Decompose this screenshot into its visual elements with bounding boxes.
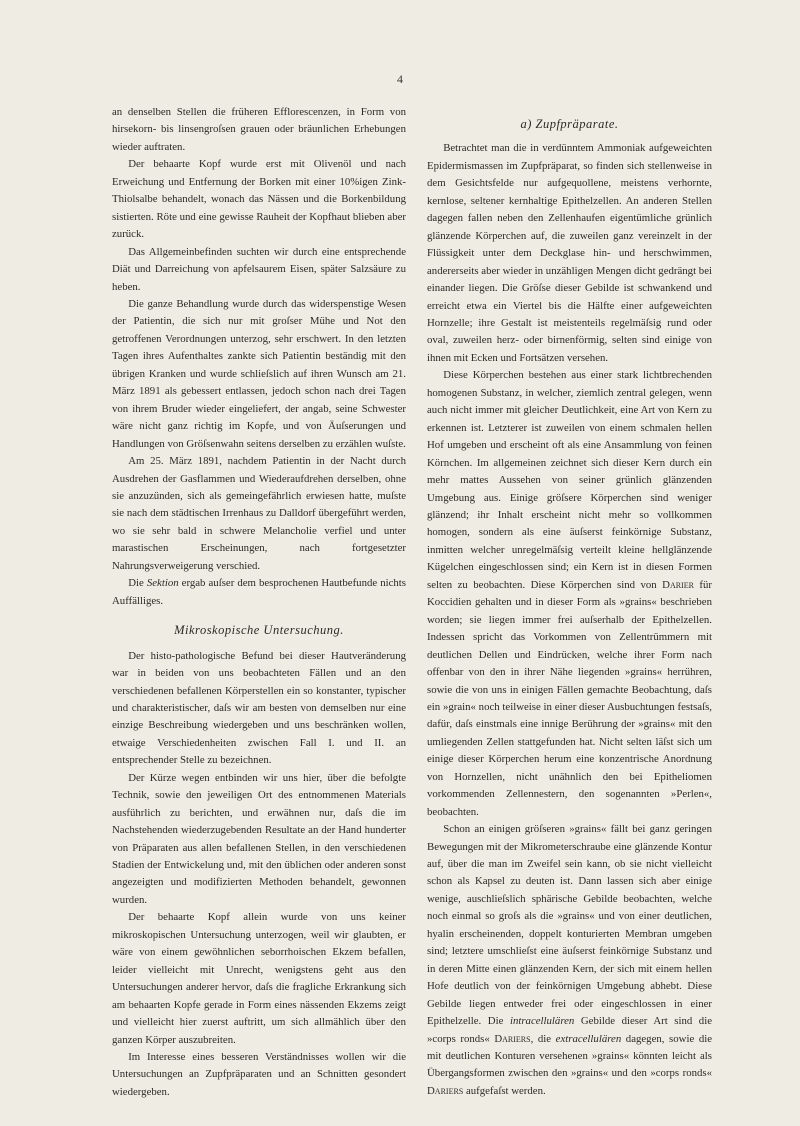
page-number: 4 [397,72,403,86]
emphasis: Sektion [146,577,179,590]
paragraph [112,575,406,610]
left-column [112,104,406,1101]
text-run: Gebilde dieser Art sind die »corps ronds« [427,1015,712,1045]
right-column [427,116,712,1100]
paragraph: Der Kürze wegen entbinden wir uns hier, über die befolgte Technik, sowie den jeweiligen Ort des entnommenen Materials ausführlich zu berichten, und erwähnen nur, daſs die im Nachstehenden wiederzugebenden Resultate an der Hand hunderter von Präparaten aus allen befallenen Stellen, in den verschiedenen Stadien der Entwickelung und, mit den üblichen oder anderen sonst angezeigten und modifizierten Methoden behandelt, gewonnen wurden. [112,771,406,906]
paragraph: Der histo-pathologische Befund bei dieser Hautveränderung war in beiden von uns beobachteten Fällen und an den verschiedenen befallenen Körperstellen ein so konstanter, typischer und charakteristischer, daſs wir am besten von demselben nur eine einzige Beschreibung wiedergeben und uns beschränken wollen, etwaige Verschiedenheiten zwischen Fall I. und II. an entsprechender Stelle zu bezeichnen. [112,649,406,767]
author-name: Darier [662,578,694,591]
subsection-heading: a) Zupfpräparate. [520,117,619,131]
paragraph [427,821,712,1100]
author-name: Dariers [427,1084,464,1097]
emphasis: extracellulären [555,1032,622,1045]
text-run: , die [530,1032,556,1045]
paragraph: Im Interesse eines besseren Verständnisses wollen wir die Untersuchungen an Zupfpräparaten und an Schnitten gesondert wiedergeben. [112,1051,406,1098]
text-run: Die [128,577,147,590]
paragraph: Der behaarte Kopf allein wurde von uns keiner mikroskopischen Untersuchung unterzogen, weil wir glaubten, er wäre von einem gewöhnlichen seborrhoischen Ekzem befallen, leider vielleicht mit Unrecht, wenigstens geht aus den Untersuchungen anderer hervor, daſs die fragliche Erkrankung sich am behaarten Kopfe gerade in Form eines nässenden Ekzems zeigt und vielleicht hier zuerst auftritt, um sich allmählich über den ganzen Körper auszubreiten. [112,911,406,1046]
text-run: für Koccidien gehalten und in dieser Form als »grains« beschrieben worden; sie liegen immer frei auſserhalb der Epithelzellen. Indessen spricht das Vorkommen von Zellentrümmern mit deutlichen Dellen und Eindrücken, welche ihrer Form nach offenbar von den in ihrer Nähe liegenden »grains« herrühren, sowie die von uns in einigen Fällen gemachte Beobachtung, daſs ein »grain« noch teilweise in einer dieser Ausbuchtungen festsaſs, dafür, daſs einstmals eine innige Berührung der »grains« mit den umliegenden Zellen stattgefunden hat. Nicht selten läſst sich um einige dieser Körperchen herum eine konzentrische Anordnung von Hornzellen, nicht unähnlich den bei Epitheliomen vorkommenden Zellennestern, den sogenannten »Perlen«, beobachten. [427,578,712,818]
paragraph: Am 25. März 1891, nachdem Patientin in der Nacht durch Ausdrehen der Gasflammen und Wiederaufdrehen derselben, ohne sie anzuzünden, sich als gemeingefährlich erwiesen hatte, muſste sie nach dem städtischen Irrenhaus zu Dalldorf übergeführt werden, wo sie sehr bald in schwere Melancholie verfiel und unter marastischen Erscheinungen, nach fortgesetzter Nahrungsverweigerung verschied. [112,455,406,572]
text-run: dagegen, sowie die mit deutlichen Konturen versehenen »grains« könnten leicht als Übergangsformen zwischen den »grains« und den »corps ronds« [427,1032,713,1080]
text-run: Schon an einigen gröſseren »grains« fällt bei ganz geringen Bewegungen mit der Mikrometerschraube eine glänzende Kontur auf, über die man im Zweifel sein kann, ob sie nicht vielleicht schon als Kapsel zu deuten ist. Dann lassen sich aber einige wenige, auschlieſslich sphärische Gebilde beobachten, welche noch einmal so groſs als die »grains« und von einer deutlichen, hyalin erscheinenden, doppelt konturierten Membran umgeben sind; letztere umschlieſst eine äuſserst feinkörnige Substanz und in deren Mitte einen glänzenden Kern, der sich mit einem hellen Hofe deutlich von der feinkörnigen Umgebung abhebt. Diese Gebilde liegen entweder frei oder eingeschlossen in einer Epithelzelle. Die [427,823,712,1028]
paragraph: an denselben Stellen die früheren Efflorescenzen, in Form von hirsekorn- bis linsengroſsen grauen oder bräunlichen Erhebungen wieder auftraten. [112,106,406,153]
text-run: Diese Körperchen bestehen aus einer stark lichtbrechenden homogenen Substanz, in welcher, ziemlich zentral gelegen, wenn auch nicht immer mit gleicher Deutlichkeit, eine Art von Kern zu erkennen ist. Letzterer ist zuweilen von einem schmalen hellen Hof umgeben und erscheint oft als eine Ansammlung von feinen Körnchen. Im allgemeinen zeichnet sich dieser Kern durch ein mehr mattes Aussehen von seiner grünlich glänzenden Umgebung aus. Einige gröſsere Körperchen sind weniger glänzend; ihr Inhalt erscheint nicht mehr so vollkommen homogen, sondern als eine äuſserst feinkörnige Substanz, inmitten welcher unregelmäſsig verteilt kleine hellglänzende Kügelchen eingeschlossen sind; ein Kern ist in diesen Formen selten zu beobachten. Diese Körperchen sind von [427,369,712,591]
paragraph: Das Allgemeinbefinden suchten wir durch eine entsprechende Diät und Darreichung von apfelsaurem Eisen, später Salzsäure zu heben. [112,245,406,293]
text-run: aufgefaſst werden. [463,1084,546,1097]
text-run: ergab auſser dem besprochenen Hautbefunde nichts Auffälliges. [112,577,406,607]
paragraph: Die ganze Behandlung wurde durch das widerspenstige Wesen der Patientin, die sich nur mit groſser Mühe und Not den getroffenen Verordnungen unterzog, sehr erschwert. In den letzten Tagen ihres Aufenthaltes zankte sich Patientin beständig mit den übrigen Kranken und wurde schlieſslich auf ihren Wunsch am 21. März 1891 als gebessert entlassen, jedoch schon nach drei Tagen von ihrem Bruder wieder eingeliefert, der angab, seine Schwester wäre nicht ganz richtig im Kopfe, und von Äuſserungen und Handlungen von Gröſsenwahn seitens derselben zu erzählen wuſste. [112,297,406,450]
section-heading: Mikroskopische Untersuchung. [174,623,344,638]
paragraph [427,367,712,821]
paragraph: Betrachtet man die in verdünntem Ammoniak aufgeweichten Epidermismassen im Zupfpräparat, so finden sich stellenweise in dem Gesichtsfelde nur aufgequollene, meistens verhornte, kernlose, seltener kernhaltige Epithelzellen. An anderen Stellen dagegen fallen neben den Zellenhaufen eigentümliche grünlich glänzende Körperchen auf, die zuweilen ganz vereinzelt in der Flüssigkeit unter dem Deckglase hin- und herschwimmen, andererseits aber wieder in unzähligen Mengen dicht gedrängt bei einander liegen. Die Gröſse dieser Gebilde ist schwankend und erreicht etwa ein Viertel bis die Hälfte einer aufgeweichten Hornzelle; ihre Gestalt ist meistenteils regelmäſsig rund oder oval, zuweilen herz- oder birnenförmig, selten sind einige von ihnen mit Ecken und Fortsätzen versehen. [427,142,712,364]
paragraph: Der behaarte Kopf wurde erst mit Olivenöl und nach Erweichung und Entfernung der Borken mit einer 10%igen Zink-Thiolsalbe behandelt, wonach das Nässen und die Borkenbildung sistierten. Röte und eine gewisse Rauheit der Kopfhaut blieben aber zurück. [112,158,406,241]
emphasis: intracellulären [509,1015,575,1028]
author-name: Dariers [494,1032,531,1045]
